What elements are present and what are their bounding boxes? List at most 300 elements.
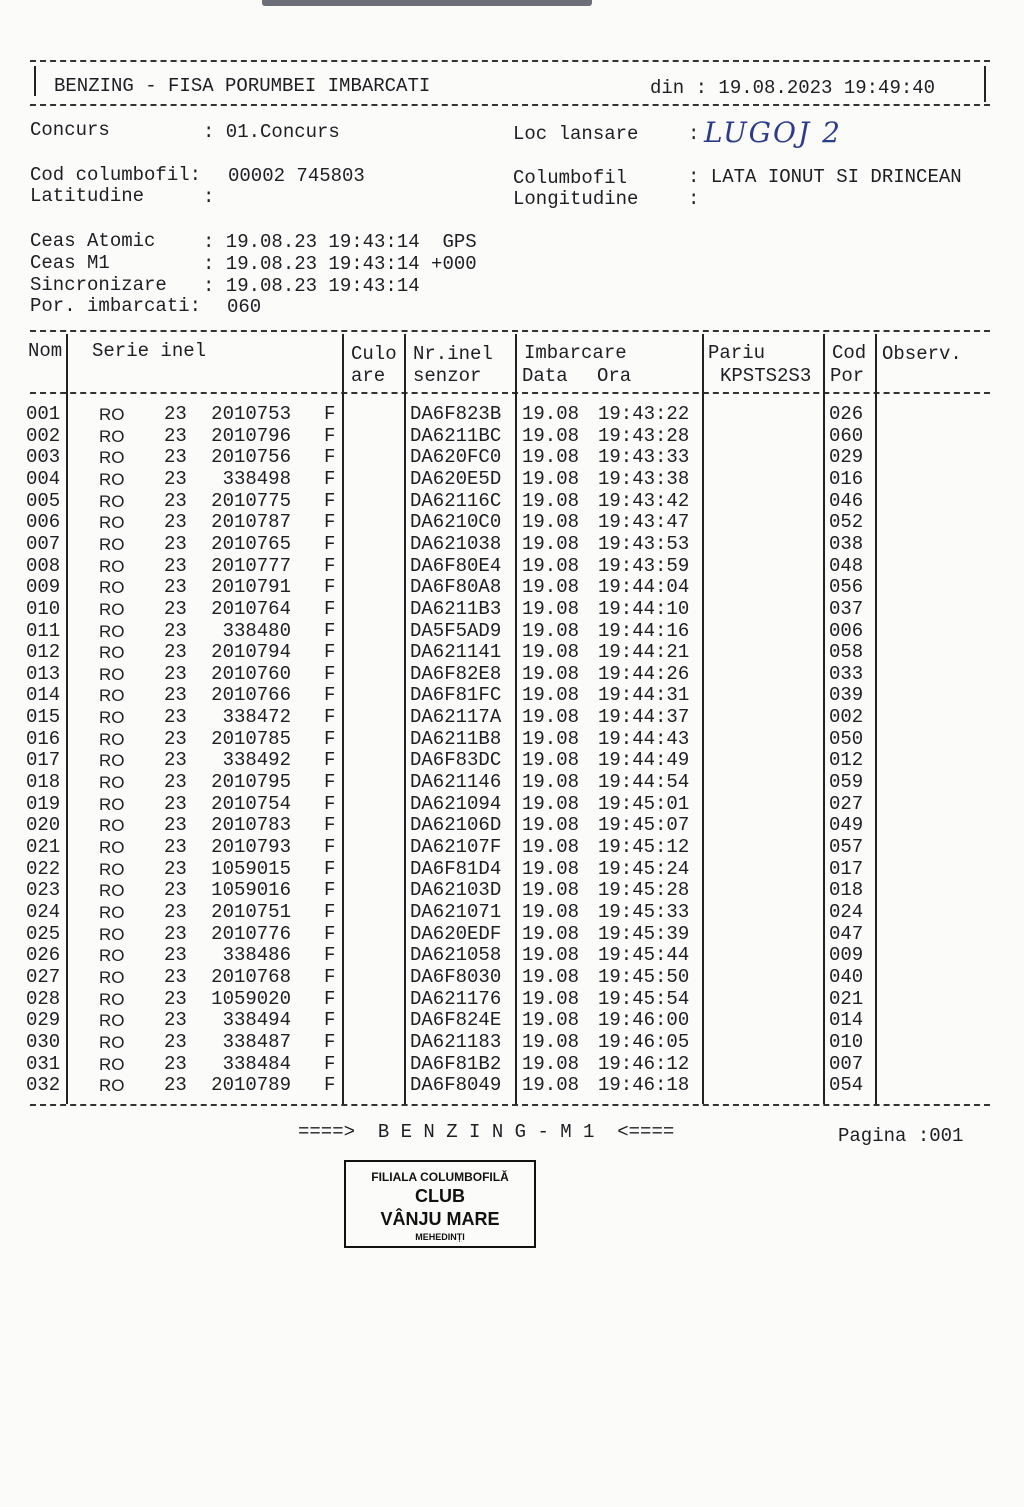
row-sensor-ring: DA621094 xyxy=(410,792,502,815)
table-row xyxy=(26,1010,986,1032)
table-row xyxy=(26,924,986,946)
row-cod-por: 017 xyxy=(829,857,864,880)
row-sensor-ring: DA6F824E xyxy=(410,1009,502,1032)
row-year: 23 xyxy=(164,900,187,923)
row-sex: F xyxy=(324,554,336,577)
row-time: 19:45:07 xyxy=(598,814,690,837)
table-row xyxy=(26,447,986,469)
row-date: 19.08 xyxy=(522,706,580,729)
row-time: 19:44:31 xyxy=(598,684,690,707)
row-nom: 012 xyxy=(26,641,61,664)
stamp-line-2: CLUB xyxy=(415,1186,465,1206)
row-ring-number: 2010764 xyxy=(211,597,291,620)
row-country: RO xyxy=(99,643,125,663)
row-time: 19:45:24 xyxy=(598,857,690,880)
row-time: 19:43:38 xyxy=(598,467,690,490)
row-nom: 007 xyxy=(26,532,61,555)
row-sex: F xyxy=(324,489,336,512)
row-ring-number: 2010789 xyxy=(211,1074,291,1097)
row-nom: 009 xyxy=(26,576,61,599)
row-time: 19:43:59 xyxy=(598,554,690,577)
cod-columbofil-value: 00002 745803 xyxy=(228,165,365,187)
row-country: RO xyxy=(99,989,125,1009)
row-year: 23 xyxy=(164,619,187,642)
row-time: 19:46:12 xyxy=(598,1052,690,1075)
row-year: 23 xyxy=(164,576,187,599)
row-sex: F xyxy=(324,857,336,880)
row-date: 19.08 xyxy=(522,879,580,902)
row-date: 19.08 xyxy=(522,944,580,967)
row-country: RO xyxy=(99,881,125,901)
row-sex: F xyxy=(324,619,336,642)
row-sensor-ring: DA6F8030 xyxy=(410,965,502,988)
sincronizare-label: Sincronizare xyxy=(30,274,167,296)
row-date: 19.08 xyxy=(522,489,580,512)
row-cod-por: 050 xyxy=(829,727,864,750)
row-cod-por: 018 xyxy=(829,879,864,902)
ceas-m1-value: : 19.08.23 19:43:14 +000 xyxy=(203,253,477,275)
row-country: RO xyxy=(99,405,125,424)
row-nom: 016 xyxy=(26,727,61,750)
row-sex: F xyxy=(324,814,336,837)
row-time: 19:45:50 xyxy=(598,965,690,988)
row-year: 23 xyxy=(164,879,187,902)
row-ring-number: 338494 xyxy=(222,1009,291,1032)
row-sex: F xyxy=(324,576,336,599)
latitudine-label: Latitudine xyxy=(30,185,145,207)
row-sex: F xyxy=(324,684,336,707)
table-row xyxy=(26,534,986,556)
row-country: RO xyxy=(99,578,125,598)
row-date: 19.08 xyxy=(522,771,580,794)
row-nom: 026 xyxy=(26,944,61,967)
row-country: RO xyxy=(99,686,125,706)
row-sensor-ring: DA6F80A8 xyxy=(410,576,502,599)
row-nom: 011 xyxy=(26,619,61,642)
row-ring-number: 338498 xyxy=(222,467,291,490)
row-time: 19:43:47 xyxy=(598,511,690,534)
row-date: 19.08 xyxy=(522,424,580,447)
row-sex: F xyxy=(324,597,336,620)
row-time: 19:44:54 xyxy=(598,771,690,794)
row-sex: F xyxy=(324,532,336,555)
table-row xyxy=(26,491,986,513)
row-country: RO xyxy=(99,491,125,511)
row-cod-por: 026 xyxy=(829,403,864,425)
row-year: 23 xyxy=(164,836,187,858)
row-sex: F xyxy=(324,965,336,988)
row-cod-por: 014 xyxy=(829,1009,864,1032)
row-sensor-ring: DA621058 xyxy=(410,944,502,967)
row-sensor-ring: DA621038 xyxy=(410,532,502,555)
table-row xyxy=(26,599,986,621)
longitudine-value: : xyxy=(688,188,700,210)
row-date: 19.08 xyxy=(522,749,580,772)
row-sensor-ring: DA62116C xyxy=(410,489,502,512)
header-top-rule xyxy=(30,60,990,62)
loc-lansare-colon: : xyxy=(688,123,700,145)
row-sensor-ring: DA6F82E8 xyxy=(410,662,502,685)
loc-lansare-label: Loc lansare xyxy=(513,123,639,145)
table-row xyxy=(26,1054,986,1076)
header-bottom-rule xyxy=(30,104,990,106)
row-time: 19:45:44 xyxy=(598,944,690,967)
row-cod-por: 012 xyxy=(829,749,864,772)
row-year: 23 xyxy=(164,1074,187,1097)
table-row xyxy=(26,642,986,664)
row-cod-por: 027 xyxy=(829,792,864,815)
row-time: 19:45:54 xyxy=(598,987,690,1010)
row-ring-number: 338486 xyxy=(222,944,291,967)
row-time: 19:43:53 xyxy=(598,532,690,555)
table-row xyxy=(26,815,986,837)
row-time: 19:44:49 xyxy=(598,749,690,772)
row-date: 19.08 xyxy=(522,554,580,577)
row-date: 19.08 xyxy=(522,684,580,707)
row-cod-por: 046 xyxy=(829,489,864,512)
table-row xyxy=(26,750,986,772)
row-cod-por: 007 xyxy=(829,1052,864,1075)
row-country: RO xyxy=(99,664,125,684)
row-country: RO xyxy=(99,859,125,879)
col-header-pariu-2: KPSTS2S3 xyxy=(720,365,812,387)
row-date: 19.08 xyxy=(522,532,580,555)
row-sex: F xyxy=(324,403,336,425)
row-nom: 029 xyxy=(26,1009,61,1032)
row-sensor-ring: DA6F81B2 xyxy=(410,1052,502,1075)
header-right-border xyxy=(984,66,986,102)
row-nom: 005 xyxy=(26,489,61,512)
row-sex: F xyxy=(324,836,336,858)
row-ring-number: 2010753 xyxy=(211,403,291,425)
row-nom: 008 xyxy=(26,554,61,577)
row-country: RO xyxy=(99,751,125,771)
row-cod-por: 029 xyxy=(829,446,864,469)
row-ring-number: 2010754 xyxy=(211,792,291,815)
row-nom: 002 xyxy=(26,424,61,447)
row-nom: 015 xyxy=(26,706,61,729)
row-cod-por: 038 xyxy=(829,532,864,555)
table-row xyxy=(26,469,986,491)
row-cod-por: 033 xyxy=(829,662,864,685)
row-sex: F xyxy=(324,771,336,794)
row-time: 19:45:28 xyxy=(598,879,690,902)
row-ring-number: 338487 xyxy=(222,1030,291,1053)
row-sensor-ring: DA621141 xyxy=(410,641,502,664)
row-sensor-ring: DA62106D xyxy=(410,814,502,837)
row-year: 23 xyxy=(164,814,187,837)
row-sensor-ring: DA621183 xyxy=(410,1030,502,1053)
row-ring-number: 2010768 xyxy=(211,965,291,988)
row-sex: F xyxy=(324,727,336,750)
row-time: 19:46:00 xyxy=(598,1009,690,1032)
row-ring-number: 338484 xyxy=(222,1052,291,1075)
row-time: 19:45:39 xyxy=(598,922,690,945)
row-nom: 025 xyxy=(26,922,61,945)
table-row xyxy=(26,1032,986,1054)
club-stamp xyxy=(344,1160,536,1248)
row-sex: F xyxy=(324,424,336,447)
row-ring-number: 1059016 xyxy=(211,879,291,902)
row-ring-number: 2010785 xyxy=(211,727,291,750)
row-ring-number: 338480 xyxy=(222,619,291,642)
col-header-ora: Ora xyxy=(597,365,632,387)
row-country: RO xyxy=(99,773,125,793)
table-row xyxy=(26,664,986,686)
row-sensor-ring: DA6211B8 xyxy=(410,727,502,750)
row-year: 23 xyxy=(164,554,187,577)
row-year: 23 xyxy=(164,1009,187,1032)
row-date: 19.08 xyxy=(522,900,580,923)
row-ring-number: 2010756 xyxy=(211,446,291,469)
row-year: 23 xyxy=(164,467,187,490)
row-year: 23 xyxy=(164,424,187,447)
concurs-value: : 01.Concurs xyxy=(203,121,340,143)
row-date: 19.08 xyxy=(522,467,580,490)
row-sensor-ring: DA6F8049 xyxy=(410,1074,502,1097)
row-cod-por: 057 xyxy=(829,836,864,858)
row-year: 23 xyxy=(164,944,187,967)
row-time: 19:45:01 xyxy=(598,792,690,815)
row-country: RO xyxy=(99,729,125,749)
row-sex: F xyxy=(324,511,336,534)
col-header-nom: Nom xyxy=(28,340,63,362)
table-row xyxy=(26,794,986,816)
row-year: 23 xyxy=(164,684,187,707)
row-year: 23 xyxy=(164,1030,187,1053)
row-date: 19.08 xyxy=(522,1009,580,1032)
row-country: RO xyxy=(99,513,125,533)
row-nom: 023 xyxy=(26,879,61,902)
row-sensor-ring: DA6F823B xyxy=(410,403,502,425)
row-cod-por: 006 xyxy=(829,619,864,642)
row-nom: 027 xyxy=(26,965,61,988)
row-year: 23 xyxy=(164,922,187,945)
row-ring-number: 338472 xyxy=(222,706,291,729)
row-sensor-ring: DA621176 xyxy=(410,987,502,1010)
row-ring-number: 2010793 xyxy=(211,836,291,858)
row-nom: 003 xyxy=(26,446,61,469)
col-header-culoare: Culo xyxy=(351,343,397,365)
col-header-culoare-2: are xyxy=(351,365,386,387)
row-sex: F xyxy=(324,900,336,923)
row-year: 23 xyxy=(164,792,187,815)
col-header-observatii: Observ. xyxy=(882,343,962,365)
row-cod-por: 016 xyxy=(829,467,864,490)
table-bottom-rule xyxy=(30,1104,990,1106)
row-nom: 017 xyxy=(26,749,61,772)
row-time: 19:43:42 xyxy=(598,489,690,512)
row-cod-por: 009 xyxy=(829,944,864,967)
row-ring-number: 1059020 xyxy=(211,987,291,1010)
row-nom: 001 xyxy=(26,403,61,425)
row-nom: 020 xyxy=(26,814,61,837)
row-time: 19:44:26 xyxy=(598,662,690,685)
row-country: RO xyxy=(99,924,125,944)
loc-lansare-handwritten: LUGOJ 2 xyxy=(704,116,842,149)
row-country: RO xyxy=(99,556,125,576)
header-left-border xyxy=(34,66,36,96)
row-time: 19:44:43 xyxy=(598,727,690,750)
row-time: 19:46:18 xyxy=(598,1074,690,1097)
row-cod-por: 048 xyxy=(829,554,864,577)
row-year: 23 xyxy=(164,403,187,425)
table-row xyxy=(26,556,986,578)
row-nom: 030 xyxy=(26,1030,61,1053)
row-sensor-ring: DA5F5AD9 xyxy=(410,619,502,642)
row-country: RO xyxy=(99,708,125,728)
latitudine-value: : xyxy=(203,186,215,208)
table-row xyxy=(26,729,986,751)
page-number: Pagina :001 xyxy=(838,1125,964,1147)
row-date: 19.08 xyxy=(522,836,580,858)
row-country: RO xyxy=(99,1032,125,1052)
table-row xyxy=(26,945,986,967)
row-time: 19:43:33 xyxy=(598,446,690,469)
row-date: 19.08 xyxy=(522,965,580,988)
row-country: RO xyxy=(99,946,125,966)
row-ring-number: 2010787 xyxy=(211,511,291,534)
row-sensor-ring: DA6211BC xyxy=(410,424,502,447)
stamp-line-3: VÂNJU MARE xyxy=(380,1209,500,1229)
row-country: RO xyxy=(99,599,125,619)
porumbei-imbarcati-label: Por. imbarcati: xyxy=(30,295,202,317)
row-ring-number: 2010775 xyxy=(211,489,291,512)
row-cod-por: 059 xyxy=(829,771,864,794)
row-country: RO xyxy=(99,902,125,922)
stamp-line-1: FILIALA COLUMBOFILĂ xyxy=(371,1170,509,1184)
row-year: 23 xyxy=(164,857,187,880)
row-nom: 019 xyxy=(26,792,61,815)
row-country: RO xyxy=(99,448,125,468)
row-sex: F xyxy=(324,1030,336,1053)
row-country: RO xyxy=(99,426,125,446)
table-row xyxy=(26,837,986,859)
row-time: 19:46:05 xyxy=(598,1030,690,1053)
table-row xyxy=(26,772,986,794)
row-nom: 021 xyxy=(26,836,61,858)
row-sensor-ring: DA6210C0 xyxy=(410,511,502,534)
row-time: 19:45:33 xyxy=(598,900,690,923)
ceas-atomic-value: : 19.08.23 19:43:14 GPS xyxy=(203,231,477,253)
table-row xyxy=(26,426,986,448)
table-header-bottom-rule xyxy=(30,392,990,394)
row-country: RO xyxy=(99,534,125,554)
row-nom: 031 xyxy=(26,1052,61,1075)
table-row xyxy=(26,880,986,902)
row-nom: 024 xyxy=(26,900,61,923)
row-sex: F xyxy=(324,1052,336,1075)
row-sex: F xyxy=(324,641,336,664)
row-nom: 014 xyxy=(26,684,61,707)
row-year: 23 xyxy=(164,641,187,664)
row-ring-number: 2010751 xyxy=(211,900,291,923)
row-nom: 004 xyxy=(26,467,61,490)
row-date: 19.08 xyxy=(522,576,580,599)
row-sensor-ring: DA6F81FC xyxy=(410,684,502,707)
row-ring-number: 2010791 xyxy=(211,576,291,599)
row-sex: F xyxy=(324,922,336,945)
row-country: RO xyxy=(99,816,125,836)
col-header-senzor-2: senzor xyxy=(413,365,482,387)
row-year: 23 xyxy=(164,446,187,469)
row-nom: 018 xyxy=(26,771,61,794)
row-sensor-ring: DA6F81D4 xyxy=(410,857,502,880)
table-row xyxy=(26,859,986,881)
row-cod-por: 060 xyxy=(829,424,864,447)
ceas-m1-label: Ceas M1 xyxy=(30,252,110,274)
row-cod-por: 024 xyxy=(829,900,864,923)
row-date: 19.08 xyxy=(522,922,580,945)
stamp-baseline xyxy=(346,1246,534,1248)
row-year: 23 xyxy=(164,771,187,794)
table-header-top-rule xyxy=(30,330,990,332)
row-date: 19.08 xyxy=(522,727,580,750)
row-country: RO xyxy=(99,794,125,814)
row-date: 19.08 xyxy=(522,1074,580,1097)
row-sensor-ring: DA621071 xyxy=(410,900,502,923)
row-year: 23 xyxy=(164,706,187,729)
row-cod-por: 049 xyxy=(829,814,864,837)
row-year: 23 xyxy=(164,1052,187,1075)
table-row xyxy=(26,577,986,599)
top-edge-bar xyxy=(262,0,592,6)
row-nom: 022 xyxy=(26,857,61,880)
row-sex: F xyxy=(324,749,336,772)
row-cod-por: 054 xyxy=(829,1074,864,1097)
row-cod-por: 052 xyxy=(829,511,864,534)
row-time: 19:44:21 xyxy=(598,641,690,664)
row-ring-number: 2010795 xyxy=(211,771,291,794)
sincronizare-value: : 19.08.23 19:43:14 xyxy=(203,275,420,297)
row-nom: 010 xyxy=(26,597,61,620)
row-ring-number: 2010796 xyxy=(211,424,291,447)
row-nom: 032 xyxy=(26,1074,61,1097)
row-sex: F xyxy=(324,1074,336,1097)
row-year: 23 xyxy=(164,489,187,512)
row-ring-number: 2010765 xyxy=(211,532,291,555)
document-title: BENZING - FISA PORUMBEI IMBARCATI xyxy=(54,75,431,97)
row-time: 19:44:16 xyxy=(598,619,690,642)
row-sensor-ring: DA6211B3 xyxy=(410,597,502,620)
row-country: RO xyxy=(99,1054,125,1074)
row-sensor-ring: DA62103D xyxy=(410,879,502,902)
row-cod-por: 037 xyxy=(829,597,864,620)
row-date: 19.08 xyxy=(522,987,580,1010)
row-year: 23 xyxy=(164,749,187,772)
row-ring-number: 1059015 xyxy=(211,857,291,880)
table-row xyxy=(26,685,986,707)
row-date: 19.08 xyxy=(522,857,580,880)
row-cod-por: 010 xyxy=(829,1030,864,1053)
row-country: RO xyxy=(99,1011,125,1031)
row-ring-number: 2010766 xyxy=(211,684,291,707)
row-cod-por: 056 xyxy=(829,576,864,599)
col-header-cod: Cod xyxy=(832,342,867,364)
row-sex: F xyxy=(324,944,336,967)
col-header-cod-2: Por xyxy=(830,365,865,387)
row-sensor-ring: DA62107F xyxy=(410,836,502,858)
row-time: 19:44:37 xyxy=(598,706,690,729)
row-country: RO xyxy=(99,967,125,987)
row-ring-number: 2010794 xyxy=(211,641,291,664)
row-date: 19.08 xyxy=(522,641,580,664)
row-time: 19:44:04 xyxy=(598,576,690,599)
row-sex: F xyxy=(324,792,336,815)
row-country: RO xyxy=(99,621,125,641)
cod-columbofil-label: Cod columbofil: xyxy=(30,164,202,186)
row-year: 23 xyxy=(164,597,187,620)
